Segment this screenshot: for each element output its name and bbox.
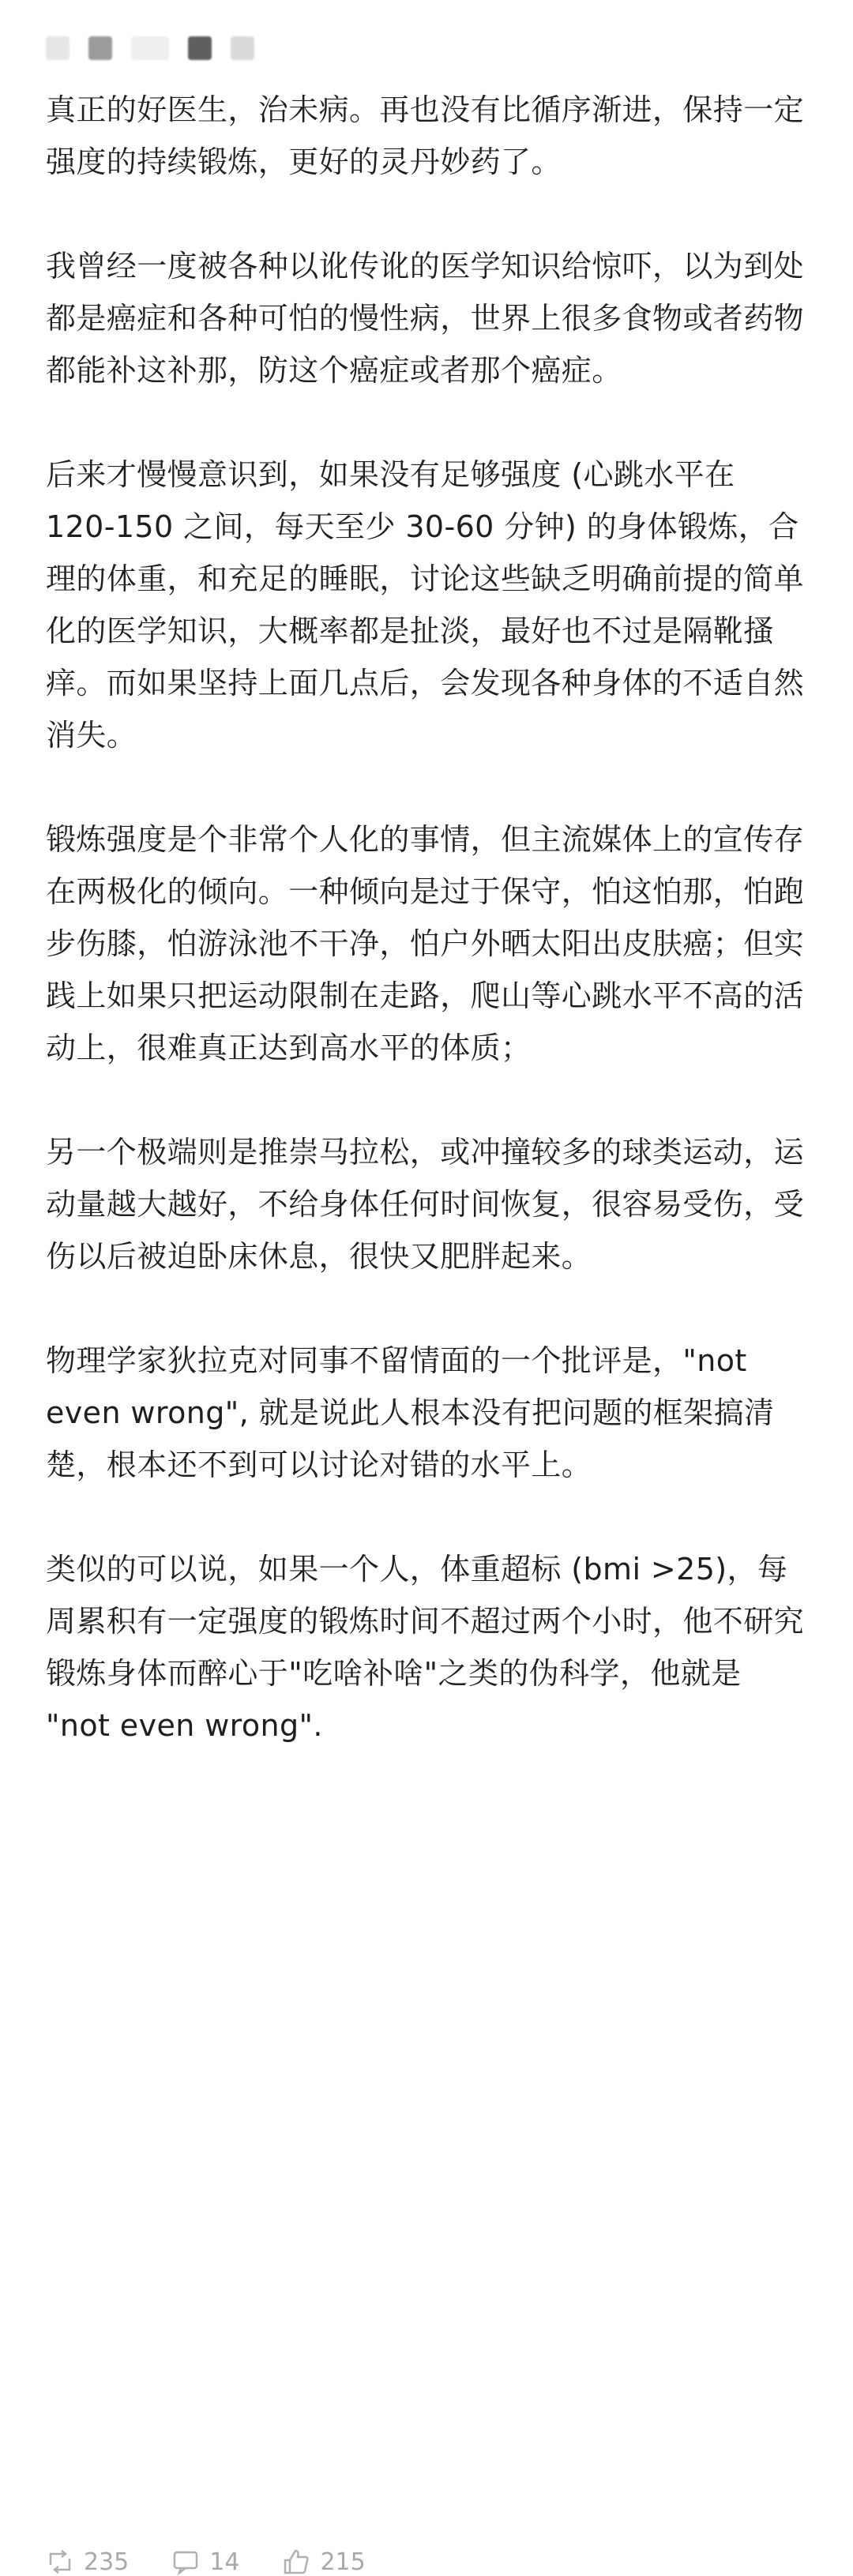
post-paragraph: 真正的好医生，治未病。再也没有比循序渐进，保持一定强度的持续锻炼，更好的灵丹妙药了。 [46, 92, 805, 179]
post-paragraph: 另一个极端则是推崇马拉松，或冲撞较多的球类运动，运动量越大越好，不给身体任何时间恢复，很容易受伤，受伤以后被迫卧床休息，很快又肥胖起来。 [46, 1135, 805, 1274]
like-button[interactable] [282, 2548, 365, 2576]
post-paragraph: 后来才慢慢意识到，如果没有足够强度 (心跳水平在 120-150 之间，每天至少 30-60 分钟) 的身体锻炼，合理的体重，和充足的睡眠，讨论这些缺乏明确前提的简单化的医学知识，大概率都是扯淡，最好也不过是隔靴搔痒。而如果坚持上面几点后，会发现各种身体的不适自然消失。 [46, 457, 805, 753]
comment-button[interactable] [171, 2548, 239, 2576]
repost-button[interactable] [46, 2548, 129, 2576]
blurred-block [188, 36, 212, 60]
blurred-block [46, 36, 70, 60]
post-paragraph: 我曾经一度被各种以讹传讹的医学知识给惊吓，以为到处都是癌症和各种可怕的慢性病，世界上很多食物或者药物都能补这补那，防这个癌症或者那个癌症。 [46, 249, 805, 388]
blurred-block [131, 36, 169, 60]
comment-count: 14 [209, 2548, 240, 2576]
post-paragraph: 锻炼强度是个非常个人化的事情，但主流媒体上的宣传存在两极化的倾向。一种倾向是过于保守，怕这怕那，怕跑步伤膝，怕游泳池不干净，怕户外晒太阳出皮肤癌；但实践上如果只把运动限制在走路，爬山等心跳水平不高的活动上，很难真正达到高水平的体质； [46, 822, 805, 1065]
like-count: 215 [320, 2548, 366, 2576]
blurred-block [88, 36, 112, 60]
blurred-user-header [46, 36, 254, 60]
repost-icon [46, 2548, 74, 2576]
post-body [46, 84, 812, 1752]
comment-icon [171, 2548, 200, 2576]
post-paragraph: 类似的可以说，如果一个人，体重超标 (bmi >25)，每周累积有一定强度的锻炼时间不超过两个小时，他不研究锻炼身体而醉心于"吃啥补啥"之类的伪科学，他就是 "not even wrong". [46, 1552, 805, 1743]
thumbs-up-icon [282, 2548, 310, 2576]
repost-count: 235 [84, 2548, 130, 2576]
post-actions [46, 2548, 366, 2576]
post-paragraph: 物理学家狄拉克对同事不留情面的一个批评是，"not even wrong", 就是说此人根本没有把问题的框架搞清楚，根本还不到可以讨论对错的水平上。 [46, 1343, 775, 1482]
blurred-block [231, 36, 254, 60]
